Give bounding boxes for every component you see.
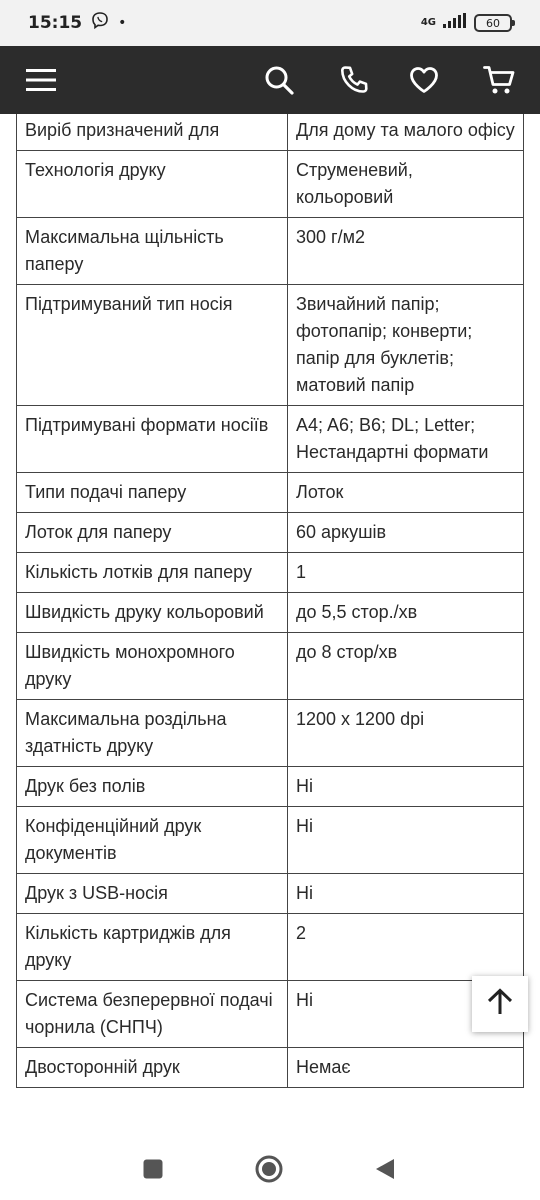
table-row [17,981,524,1048]
spec-label: Типи подачі паперу [17,473,288,513]
table-row [17,1048,524,1088]
table-row [17,285,524,406]
spec-label: Максимальна щільність паперу [17,218,288,285]
table-row [17,513,524,553]
status-right [421,13,512,33]
spec-label: Друк без полів [17,767,288,807]
spec-label: Підтримуваний тип носія [17,285,288,406]
spec-label: Швидкість друку кольоровий [17,593,288,633]
phone-icon[interactable] [334,60,374,100]
spec-value: Звичайний папір; фотопапір; конверти; папір для буклетів; матовий папір [288,285,524,406]
heart-icon[interactable] [404,60,444,100]
system-navigation-bar [0,1136,540,1200]
recents-icon[interactable] [138,1154,168,1184]
signal-icon [442,13,468,33]
spec-value: Для дому та малого офісу [288,114,524,151]
network-type: 4G [420,17,436,28]
table-row [17,406,524,473]
spec-value: 60 аркушів [288,513,524,553]
table-row [17,874,524,914]
spec-label: Лоток для паперу [17,513,288,553]
arrow-up-icon [487,988,513,1021]
spec-label: Система безперервної подачі чорнила (СНПЧ) [17,981,288,1048]
spec-value: 1200 x 1200 dpi [288,700,524,767]
table-row [17,700,524,767]
spec-value: Ні [288,981,524,1048]
menu-icon[interactable] [21,60,61,100]
table-row [17,807,524,874]
spec-value: до 5,5 стор./хв [288,593,524,633]
table-row [17,593,524,633]
notification-dot: • [118,15,127,31]
spec-value: Ні [288,874,524,914]
table-row [17,218,524,285]
table-row [17,553,524,593]
viber-icon [90,11,110,36]
status-bar [0,0,540,46]
spec-label: Підтримувані формати носіїв [17,406,288,473]
spec-value: 300 г/м2 [288,218,524,285]
table-row [17,151,524,218]
search-icon[interactable] [259,60,299,100]
spec-value: 2 [288,914,524,981]
status-left [28,11,126,36]
page-content [0,114,540,1136]
spec-value: 1 [288,553,524,593]
spec-value: Лоток [288,473,524,513]
spec-label: Технологія друку [17,151,288,218]
spec-label: Двосторонній друк [17,1048,288,1088]
spec-label: Швидкість монохромного друку [17,633,288,700]
battery-indicator: 60 [474,14,512,32]
spec-value: Ні [288,807,524,874]
spec-value: Немає [288,1048,524,1088]
spec-value: Струменевий, кольоровий [288,151,524,218]
table-row [17,114,524,151]
cart-icon[interactable] [479,60,519,100]
spec-label: Виріб призначений для [17,114,288,151]
specification-table-body [17,114,524,1088]
spec-value: Ні [288,767,524,807]
scroll-to-top-button[interactable] [472,976,528,1032]
status-time: 15:15 [28,13,83,33]
spec-label: Кількість лотків для паперу [17,553,288,593]
spec-value: A4; A6; B6; DL; Letter; Нестандартні формати [288,406,524,473]
spec-label: Друк з USB-носія [17,874,288,914]
back-icon[interactable] [370,1154,400,1184]
spec-value: до 8 стор/хв [288,633,524,700]
table-row [17,767,524,807]
table-row [17,633,524,700]
top-nav-bar [0,46,540,114]
table-row [17,914,524,981]
spec-label: Кількість картриджів для друку [17,914,288,981]
spec-label: Конфіденційний друк документів [17,807,288,874]
home-icon[interactable] [254,1154,284,1184]
specification-table [16,114,524,1088]
spec-label: Максимальна роздільна здатність друку [17,700,288,767]
table-row [17,473,524,513]
